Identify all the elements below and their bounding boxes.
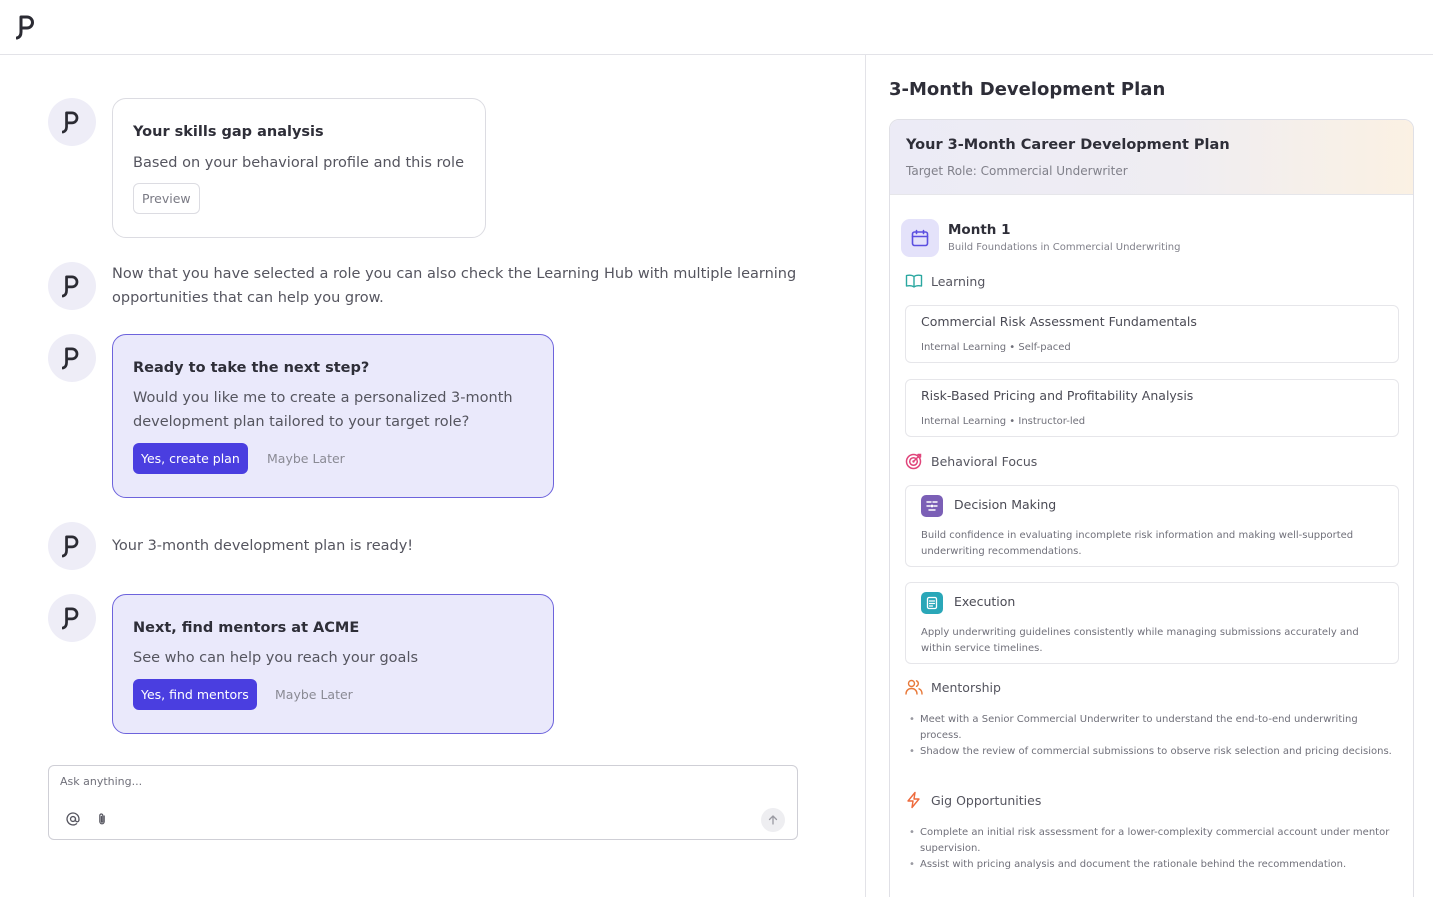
lightning-icon <box>905 791 923 809</box>
card-title: Your skills gap analysis <box>133 124 324 140</box>
plan-header <box>890 120 1413 195</box>
calendar-icon <box>901 219 939 257</box>
gigs-section-header <box>905 791 1041 809</box>
assistant-logo-icon <box>62 533 82 559</box>
learning-item-title: Risk-Based Pricing and Profitability Analysis <box>921 388 1194 403</box>
assistant-logo-icon <box>62 345 82 371</box>
behavioral-item-title: Decision Making <box>954 497 1057 512</box>
mentorship-section-header <box>905 678 1001 696</box>
decision-icon <box>921 495 943 517</box>
users-icon <box>905 678 923 696</box>
preview-button[interactable]: Preview <box>133 183 200 214</box>
arrow-up-icon <box>767 814 779 826</box>
assistant-logo-icon <box>62 109 82 135</box>
behavioral-item-title: Execution <box>954 594 1016 609</box>
at-icon[interactable] <box>66 812 80 826</box>
assistant-logo-icon <box>62 273 82 299</box>
behavioral-item[interactable] <box>905 485 1399 567</box>
skills-gap-card <box>112 98 486 238</box>
find-mentors-card <box>112 594 554 734</box>
chat-panel <box>0 55 865 897</box>
behavioral-section-header <box>905 452 1037 470</box>
panel-title: 3-Month Development Plan <box>889 79 1166 100</box>
maybe-later-button[interactable]: Maybe Later <box>267 451 345 466</box>
assistant-avatar <box>48 98 96 146</box>
plan-card <box>889 119 1414 897</box>
execution-icon <box>921 592 943 614</box>
create-plan-card <box>112 334 554 498</box>
month-title: Month 1 <box>948 222 1011 238</box>
learning-item-title: Commercial Risk Assessment Fundamentals <box>921 314 1197 329</box>
plan-target-role: Target Role: Commercial Underwriter <box>906 164 1128 178</box>
assistant-avatar <box>48 522 96 570</box>
find-mentors-button[interactable]: Yes, find mentors <box>133 679 257 710</box>
behavioral-item-desc: Build confidence in evaluating incomplete risk information and making well-supported underwriting recommendations. <box>921 530 1354 557</box>
app-logo-icon[interactable] <box>16 13 38 41</box>
plan-panel <box>866 55 1433 897</box>
assistant-avatar <box>48 594 96 642</box>
list-item: • Shadow the review of commercial submissions to observe risk selection and pricing decisions. <box>909 744 1399 760</box>
assistant-logo-icon <box>62 605 82 631</box>
gigs-list <box>909 825 1399 873</box>
learning-item-meta: Internal Learning • Self-paced <box>921 342 1071 353</box>
learning-label: Learning <box>931 273 986 289</box>
target-icon <box>905 452 923 470</box>
plan-title: Your 3-Month Career Development Plan <box>906 137 1230 153</box>
learning-item[interactable] <box>905 379 1399 437</box>
assistant-message: Your 3-month development plan is ready! <box>112 538 414 554</box>
assistant-avatar <box>48 334 96 382</box>
chat-input-box[interactable] <box>48 765 798 840</box>
send-button[interactable] <box>761 808 785 832</box>
mentorship-list <box>909 712 1399 760</box>
card-text: Based on your behavioral profile and this role <box>133 155 465 171</box>
month-subtitle: Build Foundations in Commercial Underwriting <box>948 242 1181 253</box>
card-title: Next, find mentors at ACME <box>133 620 360 636</box>
list-item: • Meet with a Senior Commercial Underwriter to understand the end-to-end underwriting process. <box>909 712 1399 744</box>
create-plan-button[interactable]: Yes, create plan <box>133 443 248 474</box>
gigs-label: Gig Opportunities <box>931 792 1042 808</box>
list-item: • Complete an initial risk assessment for a lower-complexity commercial account under mentor supervision. <box>909 825 1399 857</box>
card-title: Ready to take the next step? <box>133 360 370 376</box>
card-text: Would you like me to create a personalized 3-month development plan tailored to your target role? <box>133 390 513 430</box>
book-open-icon <box>905 272 923 290</box>
behavioral-item[interactable] <box>905 582 1399 664</box>
paperclip-icon[interactable] <box>95 812 109 826</box>
mentorship-label: Mentorship <box>931 679 1001 695</box>
assistant-avatar <box>48 262 96 310</box>
list-item: • Assist with pricing analysis and document the rationale behind the recommendation. <box>909 857 1399 873</box>
behavioral-label: Behavioral Focus <box>931 453 1038 469</box>
top-bar <box>0 0 1433 55</box>
maybe-later-button[interactable]: Maybe Later <box>275 687 353 702</box>
assistant-message: Now that you have selected a role you can also check the Learning Hub with multiple learning opportunities that can help you grow. <box>112 266 797 306</box>
learning-item-meta: Internal Learning • Instructor-led <box>921 416 1086 427</box>
chat-input-placeholder[interactable]: Ask anything... <box>60 775 143 788</box>
card-text: See who can help you reach your goals <box>133 650 419 666</box>
learning-section-header <box>905 272 985 290</box>
behavioral-item-desc: Apply underwriting guidelines consistently while managing submissions accurately and within service timelines. <box>921 627 1359 654</box>
learning-item[interactable] <box>905 305 1399 363</box>
